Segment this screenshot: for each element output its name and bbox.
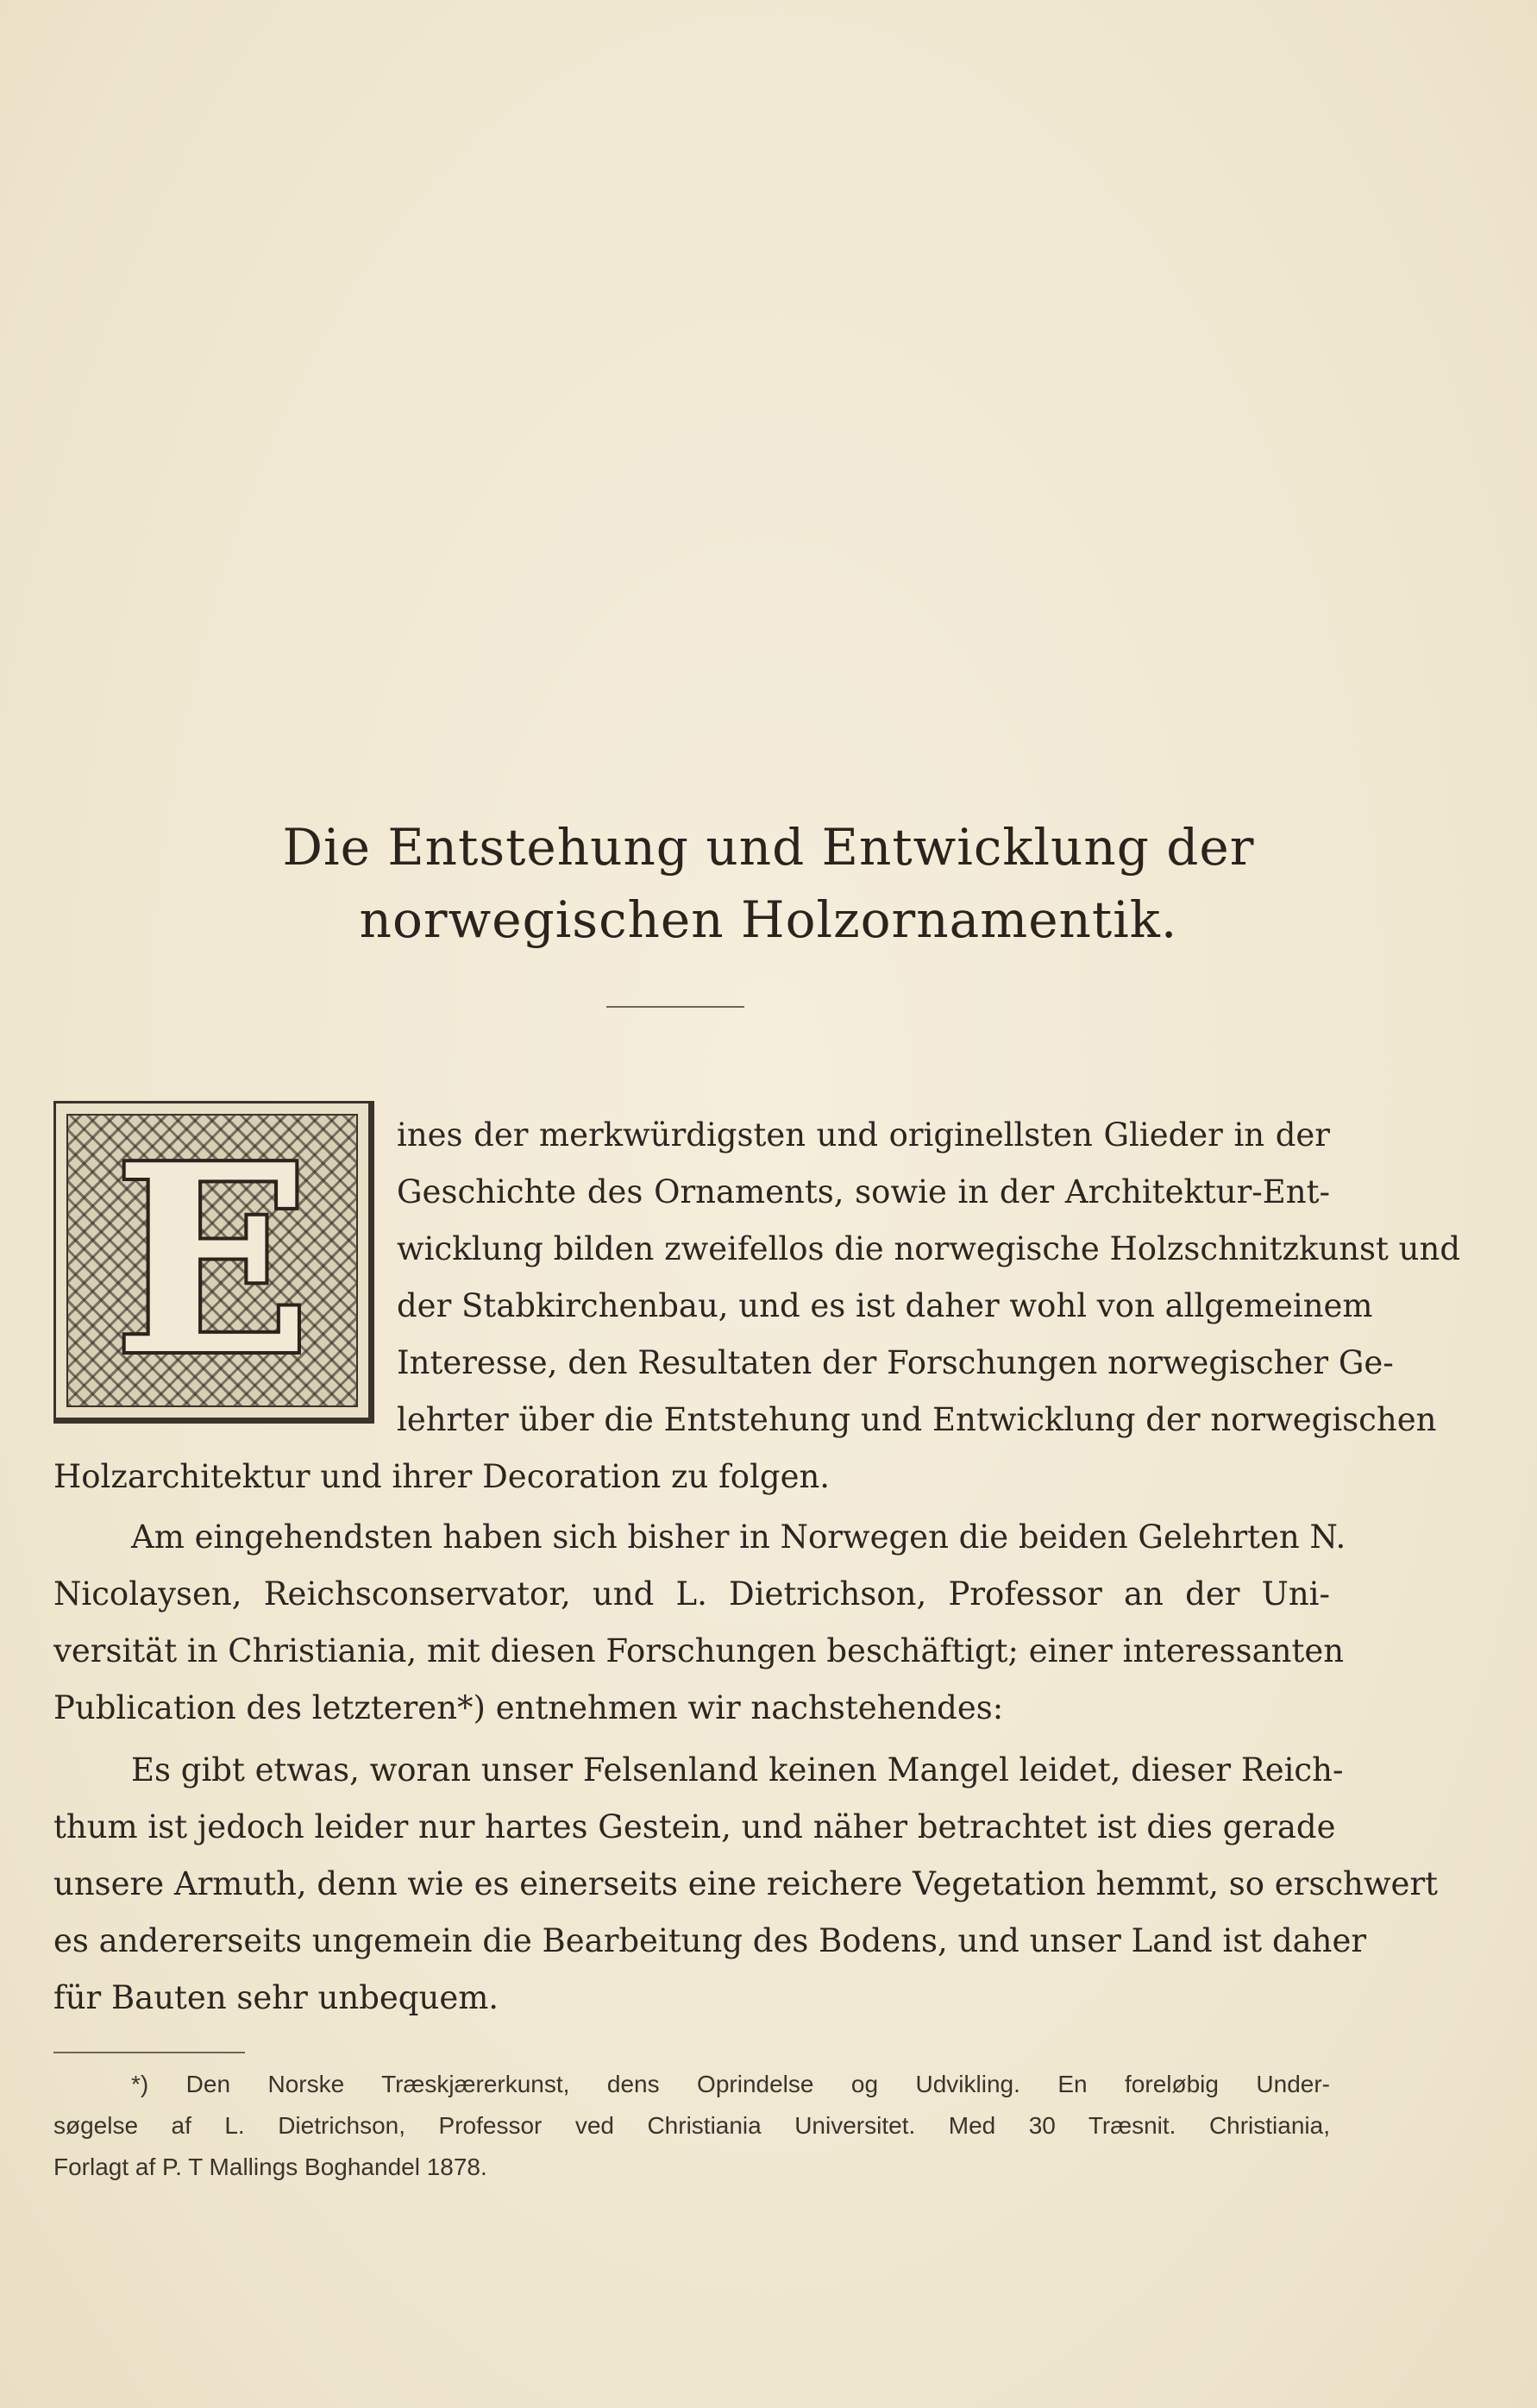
body-line-6: lehrter über die Entstehung und Entwicklung der norwegischen xyxy=(397,1401,1437,1438)
body-line-10: versität in Christiania, mit diesen Forschungen beschäftigt; einer interessanten xyxy=(53,1632,1345,1669)
title-line-1: Die Entstehung und Entwicklung der xyxy=(282,818,1255,877)
footnote-divider xyxy=(53,2052,245,2053)
body-line-4: der Stabkirchenbau, und es ist daher wohl von allgemeinem xyxy=(397,1287,1373,1324)
body-line-8: Am eingehendsten haben sich bisher in Norwegen die beiden Gelehrten N. xyxy=(131,1518,1346,1556)
body-line-14: unsere Armuth, denn wie es einerseits eine reichere Vegetation hemmt, so erschwert xyxy=(53,1865,1439,1902)
body-line-13: thum ist jedoch leider nur hartes Gestein, und näher betrachtet ist dies gerade xyxy=(53,1808,1336,1845)
initial-border-shadow-right xyxy=(371,1101,374,1420)
body-line-11: Publication des letzteren*) entnehmen wir nachstehendes: xyxy=(53,1689,1004,1726)
body-line-15: es andererseits ungemein die Bearbeitung des Bodens, und unser Land ist daher xyxy=(53,1922,1367,1959)
body-line-7: Holzarchitektur und ihrer Decoration zu folgen. xyxy=(53,1458,831,1495)
initial-border-shadow-bottom xyxy=(53,1420,374,1424)
footnote-line-1: *) Den Norske Træskjærerkunst, dens Oprindelse og Udvikling. En foreløbig Under- xyxy=(131,2071,1330,2097)
body-line-1: ines der merkwürdigsten und originellsten Glieder in der xyxy=(397,1116,1330,1154)
title-line-2: norwegischen Holzornamentik. xyxy=(359,890,1178,949)
body-line-2: Geschichte des Ornaments, sowie in der Architektur-Ent- xyxy=(397,1173,1330,1210)
footnote-line-2: søgelse af L. Dietrichson, Professor ved Christiania Universitet. Med 30 Træsnit. Christiania, xyxy=(53,2112,1330,2139)
initial-letter: E xyxy=(113,1114,311,1407)
initial-interlace-pattern xyxy=(66,1114,358,1407)
title-divider xyxy=(606,1006,744,1008)
body-line-16: für Bauten sehr unbequem. xyxy=(53,1979,499,2016)
body-line-9: Nicolaysen, Reichsconservator, und L. Dietrichson, Professor an der Uni- xyxy=(53,1575,1330,1613)
body-line-3: wicklung bilden zweifellos die norwegische Holzschnitzkunst und xyxy=(397,1230,1461,1267)
body-line-12: Es gibt etwas, woran unser Felsenland keinen Mangel leidet, dieser Reich- xyxy=(131,1751,1344,1789)
footnote-line-3: Forlagt af P. T Mallings Boghandel 1878. xyxy=(53,2153,487,2180)
page-title xyxy=(0,811,1537,956)
body-line-5: Interesse, den Resultaten der Forschungen norwegischer Ge- xyxy=(397,1344,1394,1381)
ornamental-initial-icon xyxy=(53,1101,371,1420)
